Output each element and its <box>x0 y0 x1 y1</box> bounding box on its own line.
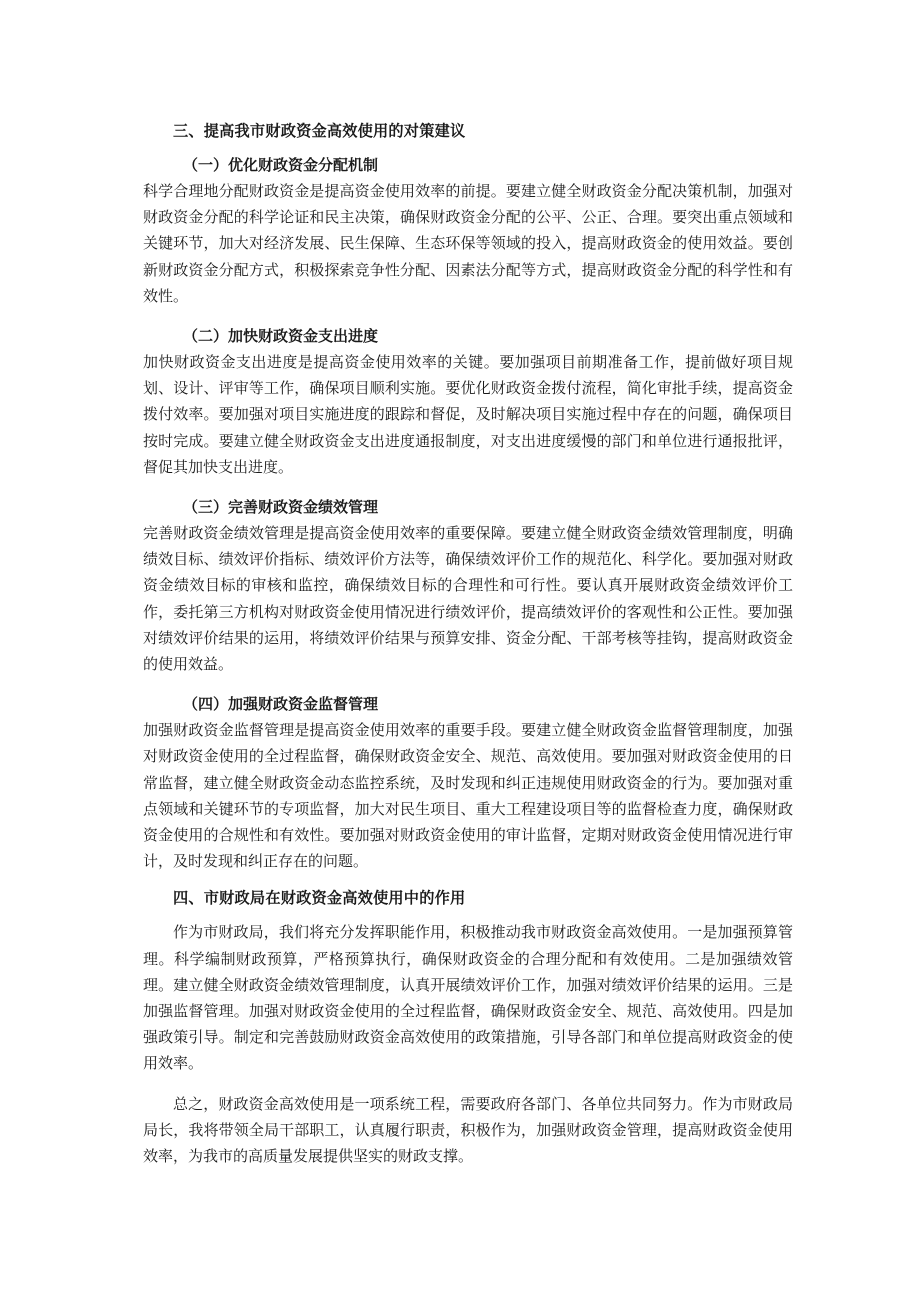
subsection-4-title: （四）加强财政资金监督管理 <box>183 695 379 714</box>
subsection-2-title: （二）加快财政资金支出进度 <box>183 327 379 346</box>
section-4-paragraph-2: 总之，财政资金高效使用是一项系统工程，需要政府各部门、各单位共同努力。作为市财政局局长，我将带领全局干部职工，认真履行职责，积极作为，加强财政资金管理，提高财政资金使用效率，为我市的高质量发展提供坚实的财政支撑。 <box>143 1094 793 1166</box>
section-4-paragraph-1: 作为市财政局，我们将充分发挥职能作用，积极推动我市财政资金高效使用。一是加强预算管理。科学编制财政预算，严格预算执行，确保财政资金的合理分配和有效使用。二是加强绩效管理。建立健全财政资金绩效管理制度，认真开展绩效评价工作，加强对绩效评价结果的运用。三是加强监督管理。加强对财政资金使用的全过程监督，确保财政资金安全、规范、高效使用。四是加强政策引导。制定和完善鼓励财政资金高效使用的政策措施，引导各部门和单位提高财政资金的使用效率。 <box>143 923 793 1073</box>
spacer <box>143 1077 793 1091</box>
subsection-4-body: 加强财政资金监督管理是提高资金使用效率的重要手段。要建立健全财政资金监督管理制度，加强对财政资金使用的全过程监督，确保财政资金安全、规范、高效使用。要加强对财政资金使用的日常监督，建立健全财政资金动态监控系统，及时发现和纠正违规使用财政资金的行为。要加强对重点领域和关键环节的专项监督，加大对民生项目、重大工程建设项目等的监督检查力度，确保财政资金使用的合规性和有效性。要加强对财政资金使用的审计监督，定期对财政资金使用情况进行审计，及时发现和纠正存在的问题。 <box>143 721 793 871</box>
section-4-heading: 四、市财政局在财政资金高效使用中的作用 <box>173 889 466 908</box>
spacer <box>143 874 793 885</box>
subsection-1-title: （一）优化财政资金分配机制 <box>183 156 379 174</box>
subsection-3-title: （三）完善财政资金绩效管理 <box>183 498 379 517</box>
subsection-2-body: 加快财政资金支出进度是提高资金使用效率的关键。要加强项目前期准备工作，提前做好项目规划、设计、评审等工作，确保项目顺利实施。要优化财政资金拨付流程，简化审批手续，提高资金拨付效率。要加强对项目实施进度的跟踪和督促，及时解决项目实施过程中存在的问题，确保项目按时完成。要建立健全财政资金支出进度通报制度，对支出进度缓慢的部门和单位进行通报批评，督促其加快支出进度。 <box>143 353 793 476</box>
spacer <box>143 309 793 323</box>
spacer <box>143 480 793 494</box>
subsection-1-body: 科学合理地分配财政资金是提高资金使用效率的前提。要建立健全财政资金分配决策机制，加强对财政资金分配的科学论证和民主决策，确保财政资金分配的公平、公正、合理。要突出重点领域和关键环节，加大对经济发展、民生保障、生态环保等领域的投入，提高财政资金的使用效益。要创新财政资金分配方式，积极探索竞争性分配、因素法分配等方式，提高财政资金分配的科学性和有效性。 <box>143 182 793 305</box>
subsection-3-body: 完善财政资金绩效管理是提高资金使用效率的重要保障。要建立健全财政资金绩效管理制度，明确绩效目标、绩效评价指标、绩效评价方法等，确保绩效评价工作的规范化、科学化。要加强对财政资金绩效目标的审核和监控，确保绩效目标的合理性和可行性。要认真开展财政资金绩效评价工作，委托第三方机构对财政资金使用情况进行绩效评价，提高绩效评价的客观性和公正性。要加强对绩效评价结果的运用，将绩效评价结果与预算安排、资金分配、干部考核等挂钩，提高财政资金的使用效益。 <box>143 524 793 674</box>
section-3-heading: 三、提高我市财政资金高效使用的对策建议 <box>173 122 466 140</box>
document-page <box>143 118 793 1169</box>
spacer <box>143 677 793 691</box>
